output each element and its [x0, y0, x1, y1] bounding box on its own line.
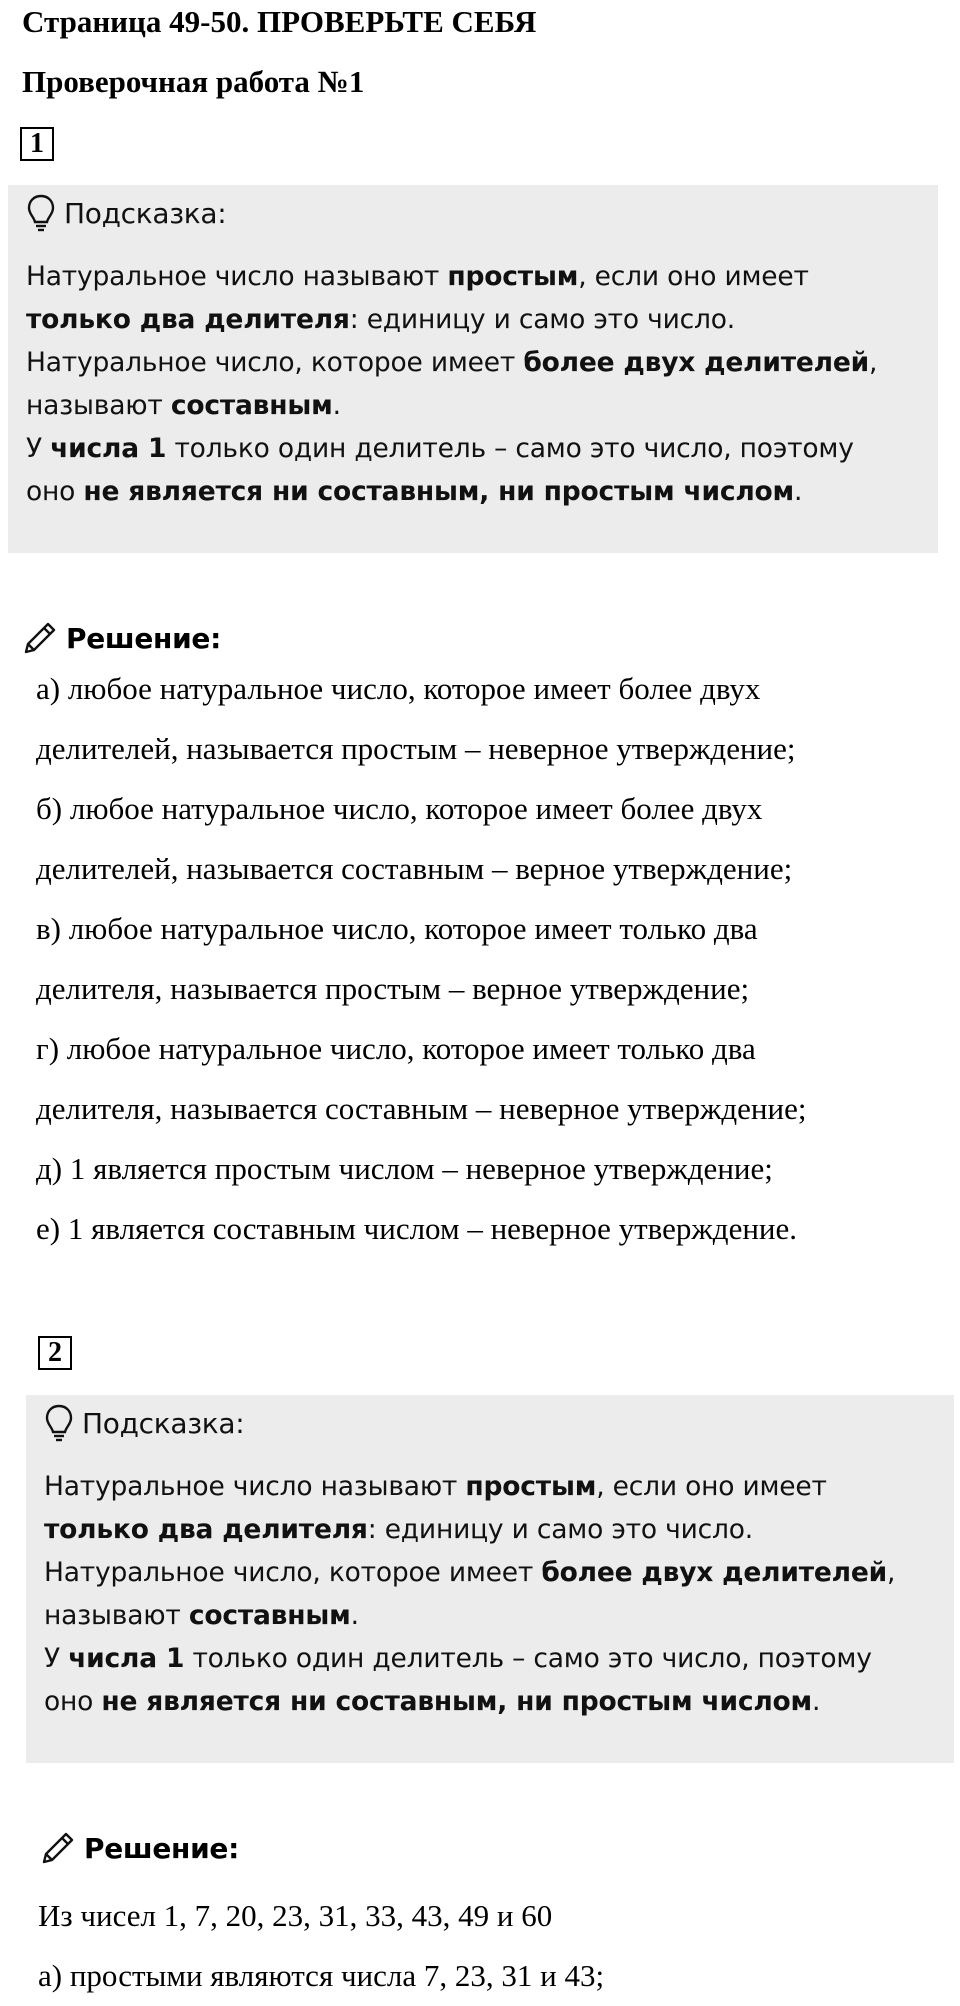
hint-text-run: Натуральное число, которое имеет	[26, 347, 524, 378]
hint-text-run: Натуральное число называют	[26, 261, 448, 292]
solution-header-2	[38, 1826, 239, 1870]
hint-term: более двух делителей	[523, 347, 870, 378]
hint-term: только два делителя	[26, 304, 350, 335]
hint-header	[44, 1401, 934, 1445]
hint-term: числа 1	[50, 433, 167, 464]
hint-text-run: ,	[887, 1557, 896, 1588]
hint-text-run: : единицу и само это число.	[367, 1514, 753, 1545]
hint-text-run: У	[44, 1643, 69, 1674]
hint-term: составным	[188, 1600, 351, 1631]
hint-box-1	[8, 185, 938, 553]
solution-line: б) любое натуральное число, которое имеет более двух	[36, 791, 763, 826]
lightbulb-icon	[44, 1403, 74, 1443]
solution-line: делителей, называется составным – верное утверждение;	[36, 851, 793, 886]
solution-line: Из чисел 1, 7, 20, 23, 31, 33, 43, 49 и 60	[38, 1898, 553, 1933]
hint-text-run: только один делитель – само это число, поэтому	[184, 1643, 872, 1674]
hint-box-2	[26, 1395, 954, 1763]
hint-text-run: Натуральное число, которое имеет	[44, 1557, 542, 1588]
solution-line: делителя, называется простым – верное утверждение;	[36, 971, 750, 1006]
hint-term: числа 1	[68, 1643, 185, 1674]
hint-text	[26, 255, 918, 513]
task-number-2: 2	[38, 1336, 72, 1370]
solution-text-2	[38, 1886, 604, 2006]
hint-text-run: называют	[26, 390, 171, 421]
hint-text-run: , если оно имеет	[596, 1471, 827, 1502]
hint-title: Подсказка:	[82, 1406, 245, 1440]
hint-text-run: .	[332, 390, 341, 421]
hint-text-run: оно	[44, 1686, 102, 1717]
hint-term: простым	[465, 1471, 597, 1502]
hint-header	[26, 191, 918, 235]
test-title: Проверочная работа №1	[22, 64, 365, 99]
hint-text-run: .	[350, 1600, 359, 1631]
hint-term: более двух делителей	[541, 1557, 888, 1588]
hint-text-run: , если оно имеет	[578, 261, 809, 292]
hint-text-run: оно	[26, 476, 84, 507]
page-title: Страница 49-50. ПРОВЕРЬТЕ СЕБЯ	[22, 4, 537, 39]
hint-term: простым	[447, 261, 579, 292]
solution-line: в) любое натуральное число, которое имеет только два	[36, 911, 758, 946]
solution-line: г) любое натуральное число, которое имеет только два	[36, 1031, 756, 1066]
hint-text-run: только один делитель – само это число, поэтому	[166, 433, 854, 464]
solution-line: а) простыми являются числа 7, 23, 31 и 43;	[38, 1958, 605, 1993]
solution-text-1	[36, 659, 806, 1259]
hint-term: не является ни составным, ни простым числом	[101, 1686, 813, 1717]
lightbulb-icon	[26, 193, 56, 233]
solution-line: д) 1 является простым числом – неверное утверждение;	[36, 1151, 773, 1186]
solution-line: е) 1 является составным числом – неверное утверждение.	[36, 1211, 798, 1246]
hint-text-run: Натуральное число называют	[44, 1471, 466, 1502]
hint-term: составным	[170, 390, 333, 421]
hint-text-run: .	[794, 476, 803, 507]
pencil-icon	[20, 618, 60, 658]
hint-text-run: У	[26, 433, 51, 464]
hint-term: не является ни составным, ни простым числом	[83, 476, 795, 507]
hint-term: только два делителя	[44, 1514, 368, 1545]
solution-line: а) любое натуральное число, которое имеет более двух	[36, 671, 761, 706]
hint-text	[44, 1465, 934, 1723]
pencil-icon	[38, 1828, 78, 1868]
hint-text-run: ,	[869, 347, 878, 378]
solution-line: делителя, называется составным – неверное утверждение;	[36, 1091, 807, 1126]
hint-text-run: : единицу и само это число.	[349, 304, 735, 335]
solution-title: Решение:	[84, 1831, 239, 1865]
solution-line: делителей, называется простым – неверное утверждение;	[36, 731, 796, 766]
task-number-1: 1	[20, 127, 54, 161]
hint-text-run: .	[812, 1686, 821, 1717]
hint-text-run: называют	[44, 1600, 189, 1631]
solution-header-1	[20, 616, 221, 660]
hint-title: Подсказка:	[64, 196, 227, 230]
solution-title: Решение:	[66, 621, 221, 655]
